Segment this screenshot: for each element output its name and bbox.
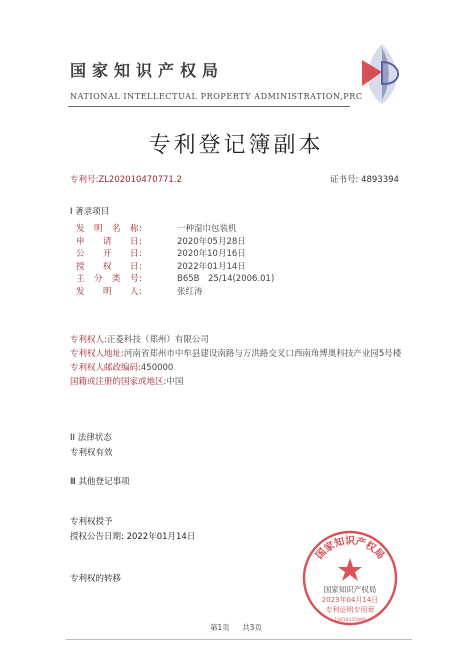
grant-announce-row xyxy=(70,530,195,542)
org-name-en: NATIONAL INTELLECTUAL PROPERTY ADMINISTRATION,PRC xyxy=(70,92,363,101)
item-row xyxy=(76,260,274,273)
patentee-address: 河南省郑州市中牟县建设南路与万洪路交叉口西南角博奥科技产业园5号楼 xyxy=(123,349,402,359)
transfer-heading: 专利权的转移 xyxy=(70,574,122,584)
page-number: 第1页 xyxy=(210,623,230,632)
cnipa-logo-icon xyxy=(352,42,412,106)
item-label: 主 分 类 号: xyxy=(76,274,143,285)
seal-line-2: 2023年04月14日 xyxy=(321,596,379,604)
patent-number-value: ZL202010470771.2 xyxy=(98,175,182,185)
footer-divider xyxy=(66,639,412,640)
item-label: 授 权 日: xyxy=(76,261,143,272)
section-legal-status-heading: II 法律状态 xyxy=(70,433,112,443)
section-other-records-heading: Ⅲ 其他登记事项 xyxy=(70,477,130,487)
item-value: 2020年10月16日 xyxy=(177,249,246,260)
item-value: 2022年01月14日 xyxy=(177,261,246,272)
svg-text:国家知识产权局 xyxy=(313,534,388,562)
item-value: B65B 25/14(2006.01) xyxy=(177,274,275,285)
item-value: 一种湿巾包装机 xyxy=(177,224,237,235)
item-value: 2020年05月28日 xyxy=(177,236,246,247)
bibliographic-items xyxy=(76,222,274,297)
seal-line-1: 国家知识产权局 xyxy=(323,585,377,594)
item-label: 公 开 日: xyxy=(76,249,143,260)
item-row xyxy=(76,247,274,260)
patentee-postcode-label: 专利权人邮政编码: xyxy=(70,363,141,373)
patentee-country-label: 国籍或注册的国家或地区: xyxy=(70,377,167,387)
patentee-address-row xyxy=(70,347,418,361)
section-bibliographic-heading: I 著录项目 xyxy=(70,207,110,217)
patentee-country: 中国 xyxy=(166,377,184,387)
item-row xyxy=(76,285,274,298)
official-seal-icon xyxy=(300,528,400,628)
item-row xyxy=(76,272,274,285)
patentee-name-label: 专利权人: xyxy=(70,335,107,345)
patentee-postcode-row xyxy=(70,361,418,375)
item-label: 发 明 人: xyxy=(76,286,143,297)
patentee-postcode: 450000 xyxy=(140,363,174,373)
certificate-number xyxy=(330,173,399,185)
item-value: 张红涛 xyxy=(177,286,203,297)
patent-number xyxy=(70,173,182,185)
grant-announce-date: 2022年01月14日 xyxy=(126,532,196,542)
seal-arc-text: 国家知识产权局 xyxy=(314,536,386,562)
page-total: 共3页 xyxy=(242,623,262,632)
org-name-cn: 国家知识产权局 xyxy=(70,61,225,80)
patentee-name: 正菱科技（郑州）有限公司 xyxy=(106,335,209,345)
patentee-info xyxy=(70,333,418,389)
legal-status-value: 专利权有效 xyxy=(70,448,113,458)
item-row xyxy=(76,222,274,235)
patentee-name-row xyxy=(70,333,418,347)
grant-announce-label: 授权公告日期: xyxy=(70,532,124,542)
patentee-address-label: 专利权人地址: xyxy=(70,349,124,359)
seal-line-3: 专利证明专用章 xyxy=(325,606,375,614)
patentee-country-row xyxy=(70,375,418,389)
document-title: 专利登记簿副本 xyxy=(148,133,324,158)
item-label: 发 明 名 称: xyxy=(76,224,143,235)
item-row xyxy=(76,235,274,248)
header-divider xyxy=(68,106,350,107)
page-footer xyxy=(0,622,472,633)
grant-heading: 专利权授予 xyxy=(70,517,113,527)
certificate-number-value: 4893394 xyxy=(361,175,399,185)
item-label: 申 请 日: xyxy=(76,236,143,247)
seal-serial: 10818135899 xyxy=(334,618,366,623)
certificate-number-label: 证书号: xyxy=(330,175,359,185)
patent-number-label: 专利号: xyxy=(70,175,99,185)
